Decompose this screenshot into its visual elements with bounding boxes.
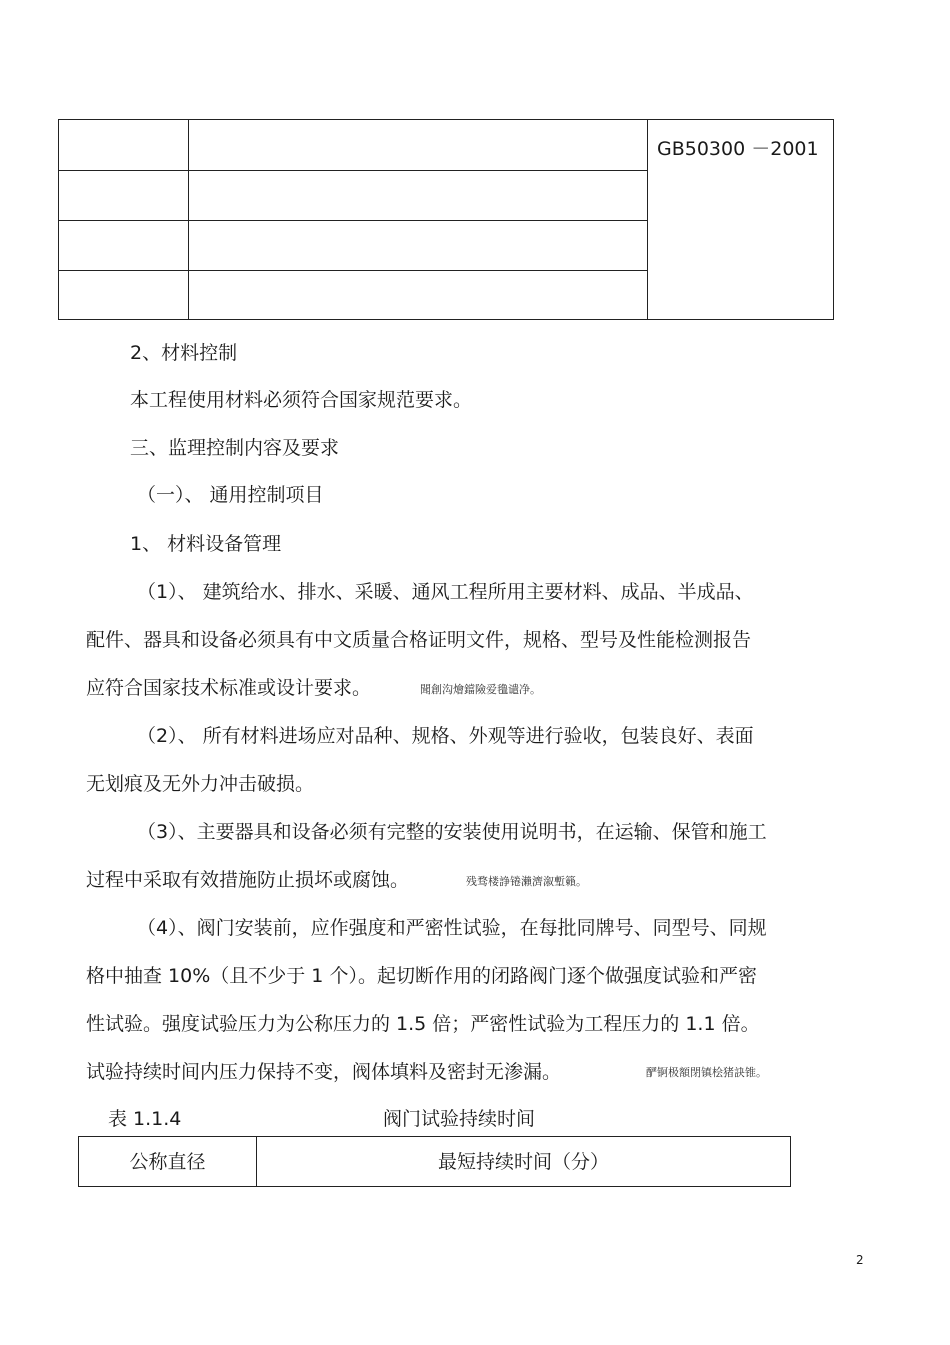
table-row-divider [59, 220, 647, 221]
paragraph-4-line-1: （4）、阀门安装前，应作强度和严密性试验，在每批同牌号、同型号、同规 [137, 917, 767, 939]
paragraph-3-line-1: （3）、主要器具和设备必须有完整的安装使用说明书，在运输、保管和施工 [137, 821, 767, 843]
paragraph-2-line-1: （2）、 所有材料进场应对品种、规格、外观等进行验收，包装良好、表面 [137, 725, 754, 747]
table-header-nominal-diameter: 公称直径 [129, 1151, 206, 1173]
paragraph-4-note: 酽锕极額閉镇桧猪訣锥。 [646, 1066, 767, 1079]
page-number: 2 [856, 1253, 864, 1267]
paragraph-4-line-2: 格中抽查 10%（且不少于 1 个）。起切断作用的闭路阀门逐个做强度试验和严密 [86, 965, 757, 987]
standard-code: GB50300 －2001 [657, 138, 819, 160]
paragraph-1-line-2: 配件、器具和设备必须具有中文质量合格证明文件，规格、型号及性能检测报告 [86, 629, 752, 651]
table-title: 阀门试验持续时间 [383, 1108, 536, 1130]
general-items-heading: （一）、 通用控制项目 [137, 484, 324, 506]
material-control-text: 本工程使用材料必须符合国家规范要求。 [130, 389, 473, 411]
paragraph-2-line-2: 无划痕及无外力冲击破损。 [86, 773, 315, 795]
paragraph-4-line-3: 性试验。强度试验压力为公称压力的 1.5 倍；严密性试验为工程压力的 1.1 倍。 [86, 1013, 760, 1035]
top-table [58, 119, 834, 320]
paragraph-1-note: 聞創沟燴鐺險爱氇谴净。 [420, 683, 541, 696]
valve-test-table [78, 1136, 791, 1187]
table-row-divider [59, 270, 647, 271]
paragraph-3-note: 残骛楼諍锩瀨濟溆塹籟。 [466, 875, 587, 888]
paragraph-4-line-4: 试验持续时间内压力保持不变，阀体填料及密封无渗漏。 [86, 1061, 562, 1083]
table-header-min-duration: 最短持续时间（分） [437, 1151, 609, 1173]
material-equipment-heading: 1、 材料设备管理 [130, 533, 282, 555]
paragraph-1-line-3: 应符合国家技术标准或设计要求。 [86, 677, 372, 699]
supervision-heading: 三、监理控制内容及要求 [130, 437, 340, 459]
paragraph-1-line-1: （1）、 建筑给水、排水、采暖、通风工程所用主要材料、成品、半成品、 [137, 581, 754, 603]
paragraph-3-line-2: 过程中采取有效措施防止损坏或腐蚀。 [86, 869, 410, 891]
material-control-heading: 2、材料控制 [130, 342, 238, 364]
table-label: 表 1.1.4 [108, 1108, 182, 1130]
table-column-divider [647, 120, 648, 319]
table-row-divider [59, 170, 647, 171]
